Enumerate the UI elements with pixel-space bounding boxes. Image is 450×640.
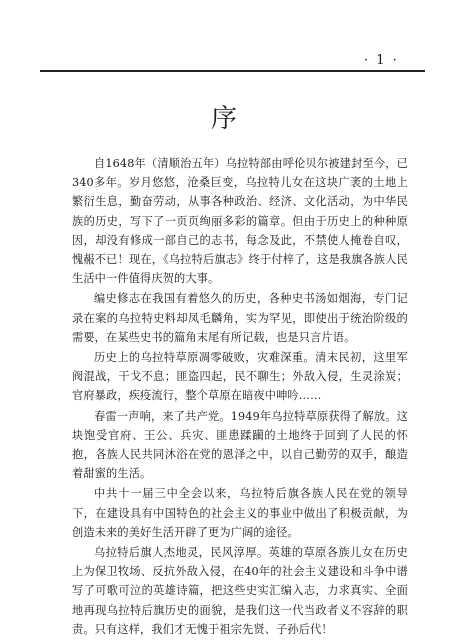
paragraph-4: 春雷一声响，来了共产党。1949年乌拉特草原获得了解放。这块饱受官府、王公、兵灾、匪患蹂躏的土地终于回到了人民的怀抱，各族人民共同沐浴在党的恩泽之中，以自己勤劳的双手，酿造着甜蜜的生活。 (72, 409, 408, 481)
paragraph-1: 自1648年（清顺治五年）乌拉特部由呼伦贝尔被建封至今，已340多年。岁月悠悠，沧桑巨变，乌拉特儿女在这块广袤的土地上繁衍生息，勤奋劳动，从事各种政治、经济、文化活动，为中华民族的历史，写下了一页页绚丽多彩的篇章。但由于历史上的种种原因，却没有修成一部自己的志书，每念及此，不禁使人掩卷自叹，愧赧不已！现在，《乌拉特后旗志》终于付梓了，这是我旗各族人民生活中一件值得庆贺的大事。 (72, 157, 408, 286)
paragraph-5: 中共十一届三中全会以来，乌拉特后旗各族人民在党的领导下，在建设具有中国特色的社会主义的事业中做出了积极贡献，为创造未来的美好生活开辟了更为广阔的途径。 (72, 487, 408, 539)
page-number: · 1 · (364, 53, 399, 68)
paragraph-3: 历史上的乌拉特草原凋零破败，灾难深重。清末民初，这里军阀混战，干戈不息；匪盗四起，民不聊生；外敌入侵，生灵涂炭；官府暴政，疾疫流行，整个草原在暗夜中呻吟…… (72, 351, 408, 403)
header-rule (40, 70, 425, 72)
preface-body (72, 154, 408, 640)
paragraph-6: 乌拉特后旗人杰地灵，民风淳厚。英雄的草原各族儿女在历史上为保卫牧场、反抗外敌入侵，在40年的社会主义建设和斗争中谱写了可歌可泣的英雄诗篇，把这些史实汇编入志，力求真实、全面地再现乌拉特后旗历史的面貌，是我们这一代当政者义不容辞的职责。只有这样，我们才无愧于祖宗先贤、子孙后代！ (72, 546, 408, 636)
paragraph-2: 编史修志在我国有着悠久的历史，各种史书汤如烟海，专门记录在案的乌拉特史料却凤毛麟角，实为罕见，即使出于统治阶级的需要，在某些史书的篇角末尾有所记载，也是只言片语。 (72, 292, 408, 344)
preface-title: 序 (210, 104, 239, 134)
